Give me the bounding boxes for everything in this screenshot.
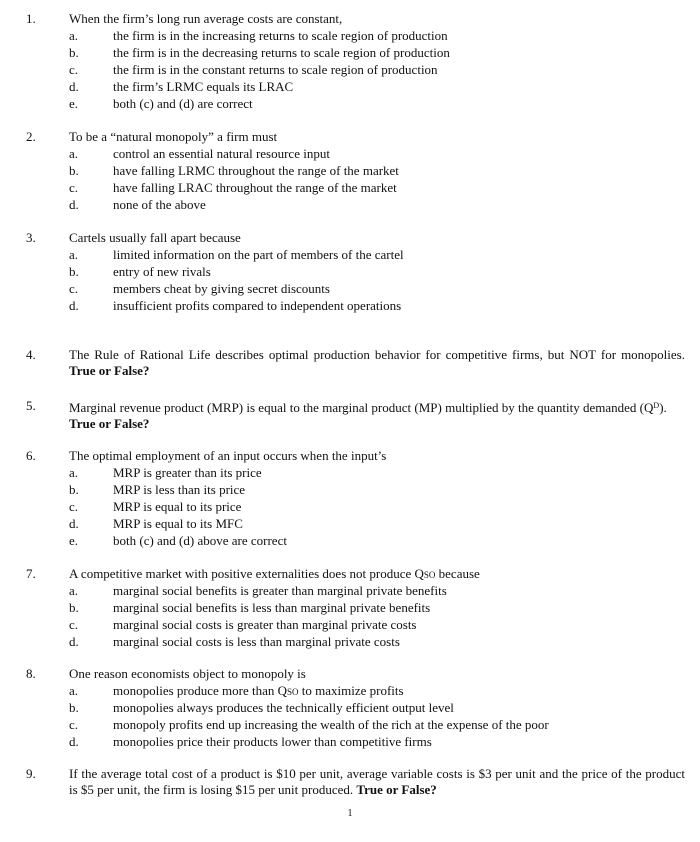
question-statement: Marginal revenue product (MRP) is equal to the marginal product (MP) multiplied by the quantity demanded (Q [69,400,654,415]
answer-option-c [69,617,685,634]
answer-option-c [69,499,685,516]
answer-option-b [69,700,685,717]
question-statement: If the average total cost of a product is $10 per unit, average variable costs is $3 per unit and the price of the product is $5 per unit, the firm is losing $15 per unit produced. [69,766,685,797]
question-number: 3. [26,230,36,245]
option-text: both (c) and (d) above are correct [113,532,287,548]
answer-option-d [69,298,685,315]
option-text: members cheat by giving secret discounts [113,280,330,296]
option-letter: a. [69,247,79,262]
answer-option-b [69,163,685,180]
option-text: limited information on the part of members of the cartel [113,247,404,262]
option-text: marginal social costs is less than marginal private costs [113,633,400,649]
question-statement-end: because [435,566,480,581]
option-letter: e. [69,532,79,548]
option-letter: d. [69,196,79,212]
answer-option-d [69,516,685,533]
option-text: have falling LRMC throughout the range of the market [113,162,399,178]
option-letter: b. [69,699,79,715]
question-statement-end: ). [659,400,667,415]
option-letter: a. [69,146,79,161]
answer-option-d [69,634,685,651]
option-text: monopoly profits end up increasing the wealth of the rich at the expense of the poor [113,716,549,732]
answer-option-b [69,45,685,62]
question-statement: A competitive market with positive externalities does not produce Q [69,566,424,581]
answer-option-a [69,683,685,700]
question-stem: To be a “natural monopoly” a firm must [69,129,278,144]
question-number: 2. [26,129,36,144]
question-number: 6. [26,448,36,463]
question-stem [69,398,685,432]
question-stem: The optimal employment of an input occurs when the input’s [69,448,387,463]
superscript-d: D [653,401,660,410]
option-text: the firm is in the constant returns to scale region of production [113,61,438,77]
option-text: MRP is equal to its MFC [113,515,243,531]
option-text-end: to maximize profits [298,683,404,698]
option-text: control an essential natural resource input [113,146,330,161]
question-stem: Cartels usually fall apart because [69,230,241,245]
subscript-so: SO [423,570,436,580]
question-number: 5. [26,398,36,413]
option-text: monopolies always produces the technically efficient output level [113,699,454,715]
option-text-start: monopolies produce more than Q [113,683,288,698]
option-text: MRP is equal to its price [113,498,242,514]
option-letter: b. [69,481,79,497]
answer-option-c [69,281,685,298]
question-statement: The Rule of Rational Life describes optimal production behavior for competitive firms, but NOT for monopolies. [69,347,685,362]
answer-option-b [69,264,685,281]
answer-options [69,28,685,112]
option-letter: a. [69,465,79,480]
question-stem [69,766,685,798]
true-false-prompt: True or False? [69,363,150,378]
option-text: monopolies price their products lower than competitive firms [113,733,432,749]
option-text: marginal social costs is greater than marginal private costs [113,616,417,632]
option-letter: b. [69,44,79,60]
option-text: marginal social benefits is less than marginal private benefits [113,599,431,615]
option-letter: d. [69,78,79,94]
option-letter: d. [69,297,79,313]
option-text: marginal social benefits is greater than marginal private benefits [113,583,447,598]
answer-option-c [69,717,685,734]
option-letter: d. [69,515,79,531]
true-false-prompt: True or False? [69,416,150,431]
option-text: MRP is less than its price [113,481,246,497]
answer-option-e [69,533,685,550]
option-text: have falling LRAC throughout the range of the market [113,179,397,195]
answer-option-d [69,734,685,751]
question-stem [69,566,685,583]
option-letter: c. [69,716,79,732]
option-text: none of the above [113,196,206,212]
option-text: both (c) and (d) are correct [113,95,253,111]
true-false-prompt: True or False? [356,782,437,797]
option-letter: d. [69,633,79,649]
option-letter: c. [69,616,79,632]
option-text [113,683,404,700]
answer-option-a [69,465,685,482]
option-letter: a. [69,28,79,43]
answer-option-b [69,600,685,617]
option-letter: a. [69,583,79,598]
option-letter: c. [69,61,79,77]
answer-option-a [69,28,685,45]
answer-options [69,146,685,214]
answer-option-a [69,146,685,163]
answer-option-c [69,62,685,79]
option-text: MRP is greater than its price [113,465,262,480]
answer-options [69,683,685,751]
option-text: entry of new rivals [113,263,211,279]
answer-option-e [69,96,685,113]
answer-options [69,583,685,651]
answer-option-d [69,79,685,96]
question-number: 7. [26,566,36,581]
subscript-so: SO [287,687,299,697]
option-letter: e. [69,95,79,111]
option-text: the firm is in the decreasing returns to scale region of production [113,44,450,60]
answer-option-d [69,197,685,214]
option-letter: b. [69,263,79,279]
answer-option-c [69,180,685,197]
option-letter: c. [69,179,79,195]
page-number: 1 [347,808,353,819]
answer-options [69,465,685,549]
question-number: 9. [26,766,36,781]
option-letter: a. [69,683,79,698]
option-text: the firm is in the increasing returns to scale region of production [113,28,448,43]
option-text: insufficient profits compared to independent operations [113,297,402,313]
answer-option-a [69,583,685,600]
option-letter: c. [69,498,79,514]
answer-options [69,247,685,315]
question-number: 1. [26,11,36,26]
question-stem [69,347,685,379]
question-number: 4. [26,347,36,362]
option-letter: c. [69,280,79,296]
answer-option-b [69,482,685,499]
option-letter: d. [69,733,79,749]
question-number: 8. [26,666,36,681]
option-text: the firm’s LRMC equals its LRAC [113,78,294,94]
question-stem: One reason economists object to monopoly is [69,666,306,681]
answer-option-a [69,247,685,264]
question-stem: When the firm’s long run average costs are constant, [69,11,343,26]
option-letter: b. [69,162,79,178]
option-letter: b. [69,599,79,615]
